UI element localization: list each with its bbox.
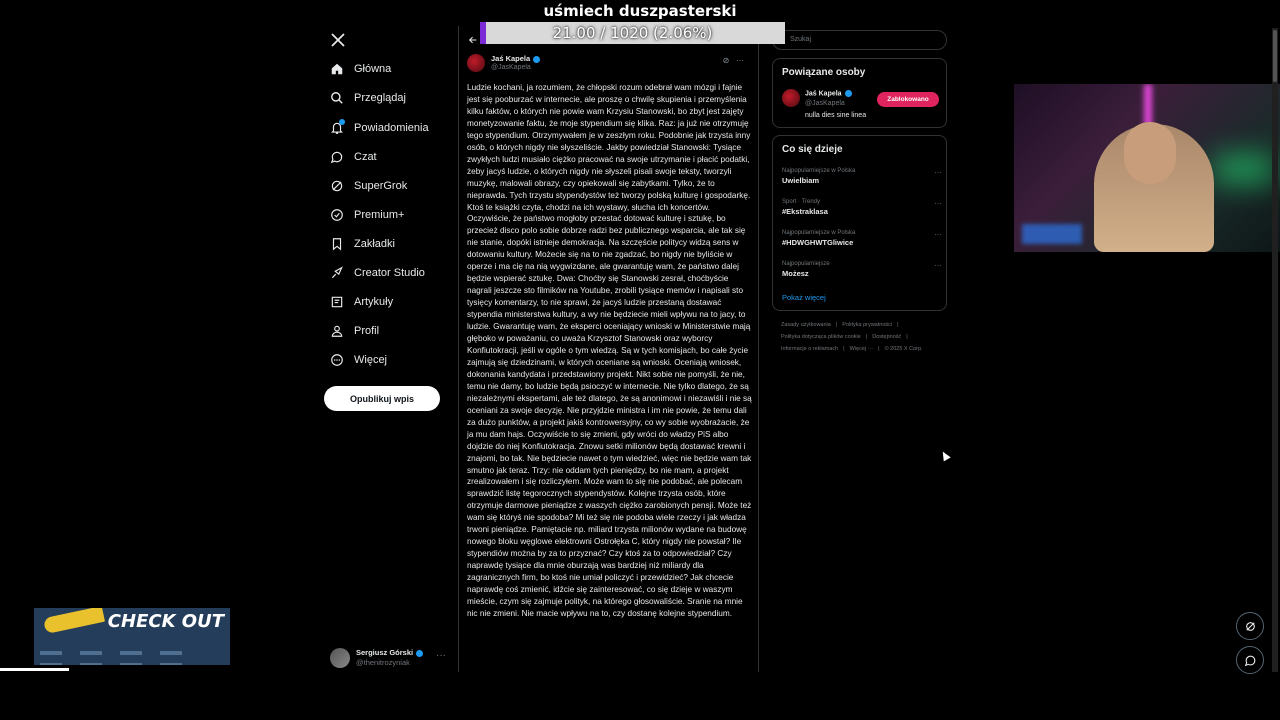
- footer-separator: |: [906, 334, 908, 340]
- nav-profile[interactable]: [330, 318, 379, 344]
- nav-label: Profil: [354, 325, 380, 337]
- more-icon: [330, 353, 344, 367]
- notification-badge: [339, 119, 345, 125]
- grok-icon[interactable]: ⊘: [722, 56, 730, 65]
- related-bio: nulla dies sine linea: [805, 112, 867, 119]
- nav-label: Czat: [354, 151, 377, 163]
- messages-button[interactable]: [1236, 646, 1264, 674]
- nav-label: Przeglądaj: [354, 92, 406, 104]
- more-dots-icon[interactable]: ···: [934, 199, 942, 208]
- bookmark-icon: [330, 237, 344, 251]
- scrollbar-thumb[interactable]: [1273, 30, 1277, 82]
- mouse-cursor: [939, 450, 950, 462]
- show-more-link[interactable]: Pokaż więcej: [782, 293, 826, 302]
- footer-links: [781, 319, 941, 355]
- chat-icon: [1244, 654, 1257, 667]
- verified-icon: [845, 90, 852, 97]
- footer-link[interactable]: Dostępność: [872, 334, 902, 340]
- trend-context: Najpopularniejsze: [782, 261, 830, 267]
- nav-explore[interactable]: [330, 85, 406, 111]
- scrollbar[interactable]: [1272, 28, 1278, 672]
- spaceship-icon: [43, 608, 105, 634]
- account-name: Sergiusz Górski: [356, 648, 423, 658]
- nav-chat[interactable]: [330, 144, 377, 170]
- related-people-panel: [772, 58, 947, 128]
- grok-icon: [330, 179, 344, 193]
- more-dots-icon[interactable]: ···: [934, 261, 942, 270]
- sponsor-text: CHECK OUT: [107, 611, 224, 632]
- panel-title: Co się dzieje: [782, 144, 843, 155]
- nav-label: Główna: [354, 63, 392, 75]
- trend-tag: #HDWGHWTGliwice: [782, 238, 854, 247]
- footer-copyright: © 2025 X Corp.: [884, 346, 923, 352]
- footer-separator: |: [878, 346, 880, 352]
- trends-panel: [772, 135, 947, 311]
- trend-context: Sport · Trendy: [782, 199, 821, 205]
- home-icon: [330, 62, 344, 76]
- premium-icon: [330, 208, 344, 222]
- search-input[interactable]: [772, 30, 947, 50]
- grok-icon: [1244, 620, 1257, 633]
- post-button[interactable]: Opublikuj wpis: [324, 386, 440, 411]
- avatar[interactable]: [782, 89, 800, 107]
- donation-goal-bar: [480, 22, 785, 44]
- nav-home[interactable]: [330, 56, 391, 82]
- author-handle[interactable]: @JasKapela: [491, 64, 531, 71]
- tweet-actions[interactable]: [723, 56, 744, 65]
- nav-label: Powiadomienia: [354, 122, 429, 134]
- nav-label: Creator Studio: [354, 267, 425, 279]
- nav-creator-studio[interactable]: [330, 260, 425, 286]
- nav-label: Artykuły: [354, 296, 394, 308]
- nav-label: Więcej: [354, 354, 388, 366]
- trend-context: Najpopularniejsze w Polska: [782, 230, 856, 236]
- nav-articles[interactable]: [330, 289, 393, 315]
- trend-item[interactable]: [782, 168, 942, 185]
- articles-icon: [330, 295, 344, 309]
- trend-item[interactable]: [782, 199, 942, 216]
- avatar: [330, 648, 350, 668]
- blocked-button[interactable]: Zablokowano: [877, 92, 939, 107]
- sponsor-progress-bar: [0, 668, 69, 671]
- x-logo-icon[interactable]: [330, 32, 346, 48]
- search-placeholder: Szukaj: [790, 36, 812, 43]
- panel-title: Powiązane osoby: [782, 67, 866, 78]
- verified-icon: [533, 56, 540, 63]
- trend-tag: #Ekstraklasa: [782, 207, 828, 216]
- account-switcher[interactable]: [330, 644, 452, 672]
- webcam-feed: [1014, 84, 1280, 252]
- more-dots-icon[interactable]: ···: [934, 168, 942, 177]
- search-icon: [330, 91, 344, 105]
- footer-separator: |: [843, 346, 845, 352]
- chat-icon: [330, 150, 344, 164]
- more-dots-icon[interactable]: ···: [436, 650, 446, 661]
- verified-icon: [416, 650, 423, 657]
- creator-icon: [330, 266, 344, 280]
- nav-label: Zakładki: [354, 238, 395, 250]
- footer-link[interactable]: Informacje o reklamach: [781, 346, 839, 352]
- footer-separator: |: [897, 322, 899, 328]
- nav-notifications[interactable]: [330, 115, 429, 141]
- trend-tag: Możesz: [782, 269, 809, 278]
- related-handle[interactable]: @JasKapela: [805, 100, 845, 107]
- trend-item[interactable]: [782, 261, 942, 278]
- nav-premium[interactable]: [330, 202, 404, 228]
- footer-separator: |: [835, 322, 838, 328]
- nav-label: SuperGrok: [354, 180, 408, 192]
- nav-bookmarks[interactable]: [330, 231, 395, 257]
- tweet-text: Ludzie kochani, ja rozumiem, że chłopski rozum odebrał wam mózgi i fajnie jest się pooburzać w internecie, ale proszę o chwilę skupienia i przemyślenia kilku faktów, o których nie powie wam Krzysiu Stanowski, bo zbyt jest zajęty monetyzowanie faktu, że moje stypendium się klika. Raz: ja już nie otrzymuję tego stypendium. Otrzymywałem je w zeszłym roku. Podobnie jak trzysta inny osób, o których nigdy nie słyszeliście. Jakby powiedział Stanowski: Tysiące zwykłych ludzi musiało ciężko pracować na swoje utrzymanie i płacić podatki, żeby jacyś ludzie, o których nigdy nie słyszeli pisali swoje teksty, tworzyli muzykę, malowali obrazy, czy opiekowali się zabytkami. Tylko, że to nieprawda. Tych trzystu stypendystów też tworzy polską kulturę i gospodarkę. Ktoś te książki czyta, chodzi na ich wystawy, słucha ich koncertów. Oczywiście, że państwo mogłoby przestać dotować kulturę i sztukę, bo przecież disco polo sobie dobrze radzi bez publicznego wsparcia, ale tak się nie stanie, dopóki istnieje demokracja. Na szczęście politycy widzą sens w dotowaniu kultury. Możecie się na to nie zgadzać, bo nigdy nie byliście w operze i ma cię na nią wygwizdane, ale gwarantuję wam, że państwo dalej będzie wspierać sztukę. Dwa: Choćby się Stanowski zesrał, choćbyście nagrali jeszcze sto filmików na Youtube, zrobili tysiące memów i napisali sto tysięcy komentarzy, to nie sprawi, że jacyś ludzie przestaną dostawać stypendia ministerstwa kultury, a wy nie będziecie mieli wpływu na to jacy, to ludzie. Gwarantuję wam, że eksperci oceniający wnioski w Ministerstwie mają głęboko w poważaniu, co uważa Krzysztof Stanowski oraz wyborcy Konfiutokracji, jeśli w ogóle o tym wiedzą. Są w tych komisjach, bo całe życie zajmują się dziedzinami, w których oceniane są wnioski. Oceniają wniosek, dokonania kandydata i przedstawiony projekt. Nikt sobie nie pomyśli, że nie, temu nie damy, bo ludzie będą psioczyć w internecie. Nie tylko dlatego, że są niezależnymi ekspertami, ale też dlatego, że są anonimowi i niezawiśli i nie są oceniani za swoje decyzję. Nie przyjdzie ministra i im nie powie, że temu dali za dużo punktów, a projekt jakiś kontrowersyjny, co wy sobie wyobrażacie, że ja mu dam hajs. Oczywiście to się zmieni, gdy wróci do władzy PiS albo dojdzie do niej Konfiutokracja. Znowu setki milionów będą dostawać krewni i znajomi, bo tak. Nie będziecie nawet o tym wiedzieć, więc nie będzie wam tak smutno jak teraz. Trzy: nie oddam tych pieniędzy, bo nie mam, a projekt zrealizowałem i się rozliczyłem. Może wam to się nie podobać, ale polecam sprawdzić listę tegorocznych stypendystów. Kolejne trzysta osób, które otrzymuje darmowe pieniądze z waszych ciężko zarobionych pensji. Może też wam się któryś nie spodoba? Mi też się nie podoba wiele rzeczy i jak władza trwoni pieniądze. Pamiętacie np. miliard trzysta milionów wydane na budowę nowego bloku węglowe elektrowni Ostrołęka C, który nigdy nie powstał? Ile stypendiów można by za to przyznać? Czy ktoś za to odpowiedział? Czy naprawdę tysiące dla mnie oburzają was bardziej niż miliardy dla zagranicznych firm, bo ktoś nie umiał policzyć i przewidzieć? Jak chcecie naprawdę coś zmienić, idźcie się zainteresować, co się dzieje w waszym mieście, czym się zajmuje polityk, na którego głosowaliście. Sranie na mnie nic nie zmieni. Nie macie wpływu na to, czy dostanę kolejne stypendium.: [467, 83, 752, 618]
- trend-context: Najpopularniejsze w Polska: [782, 168, 856, 174]
- main-column: [458, 26, 759, 672]
- footer-link[interactable]: Więcej ···: [849, 346, 874, 352]
- trend-tag: Uwielbiam: [782, 176, 820, 185]
- trend-item[interactable]: [782, 230, 942, 247]
- donation-goal-text: 21.00 / 1020 (2.06%): [552, 24, 713, 42]
- nav-label: Premium+: [354, 209, 405, 221]
- footer-link[interactable]: Polityka prywatności: [842, 322, 893, 328]
- back-arrow-icon[interactable]: [468, 35, 478, 45]
- stream-title: uśmiech duszpasterski: [543, 2, 737, 20]
- nav-supergrok[interactable]: [330, 173, 407, 199]
- footer-link[interactable]: Polityka dotycząca plików cookie: [781, 334, 861, 340]
- footer-link[interactable]: Zasady użytkowania: [781, 322, 831, 328]
- sponsor-banner: [34, 608, 230, 665]
- more-dots-icon[interactable]: ···: [736, 56, 744, 65]
- footer-separator: |: [865, 334, 868, 340]
- grok-button[interactable]: [1236, 612, 1264, 640]
- related-name[interactable]: Jaś Kapela: [805, 90, 852, 97]
- author-avatar[interactable]: [467, 54, 485, 72]
- author-name[interactable]: Jaś Kapela: [491, 54, 540, 63]
- tweet-header: [467, 54, 752, 76]
- more-dots-icon[interactable]: ···: [934, 230, 942, 239]
- account-handle: @thenitrozyniak: [356, 658, 410, 667]
- nav-more[interactable]: [330, 347, 387, 373]
- profile-icon: [330, 324, 344, 338]
